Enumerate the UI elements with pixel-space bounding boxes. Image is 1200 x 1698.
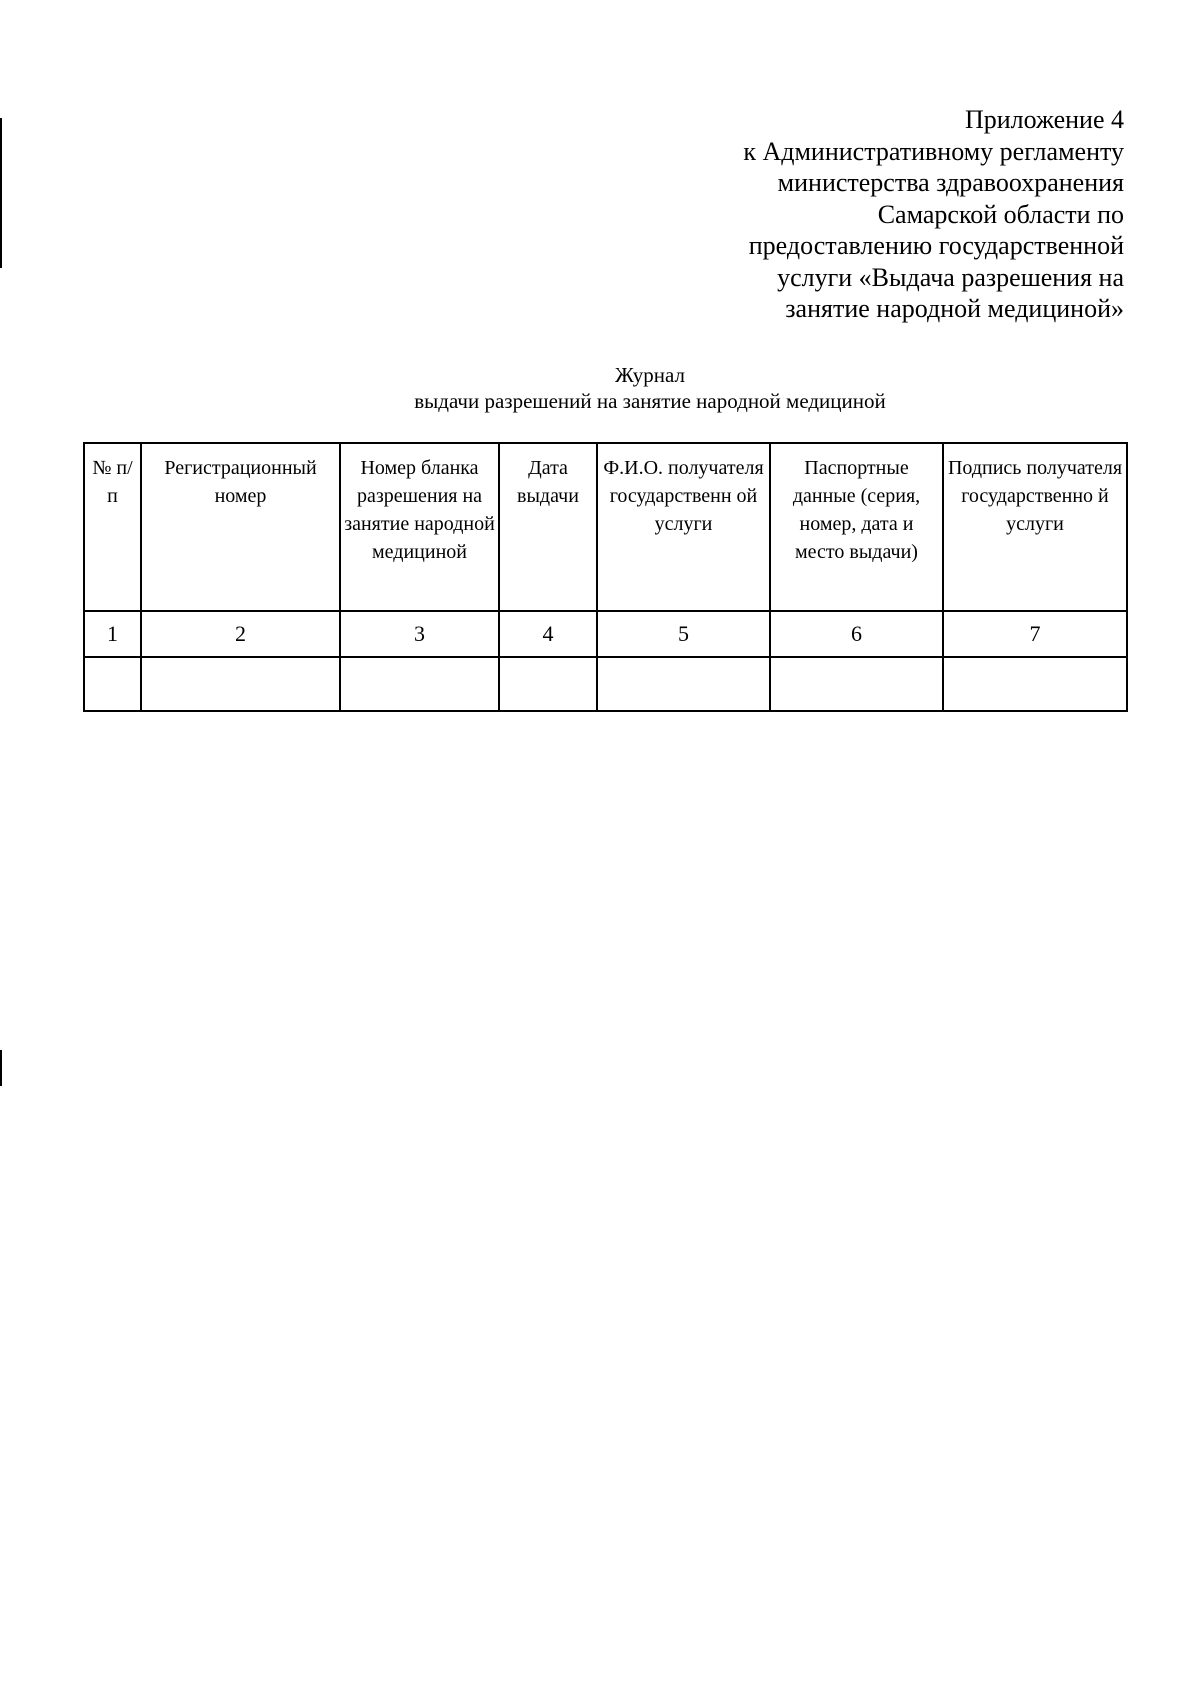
journal-title-line2: выдачи разрешений на занятие народной медициной bbox=[414, 389, 886, 413]
column-number-cell: 1 bbox=[84, 611, 141, 657]
appendix-line: услуги «Выдача разрешения на bbox=[777, 262, 1124, 292]
header-cell: Подпись получателя государственно й услуги bbox=[943, 443, 1127, 611]
column-number-cell: 7 bbox=[943, 611, 1127, 657]
appendix-header bbox=[654, 104, 1124, 325]
empty-cell bbox=[943, 657, 1127, 711]
column-number-cell: 6 bbox=[770, 611, 943, 657]
empty-cell bbox=[84, 657, 141, 711]
header-cell: Паспортные данные (серия, номер, дата и место выдачи) bbox=[770, 443, 943, 611]
appendix-line: к Административному регламенту bbox=[743, 136, 1124, 166]
table-header-row bbox=[84, 443, 1127, 611]
empty-cell bbox=[597, 657, 770, 711]
column-number-cell: 3 bbox=[340, 611, 499, 657]
column-number-cell: 5 bbox=[597, 611, 770, 657]
empty-cell bbox=[141, 657, 340, 711]
empty-cell bbox=[770, 657, 943, 711]
appendix-line: предоставлению государственной bbox=[748, 231, 1124, 260]
column-number-cell: 4 bbox=[499, 611, 597, 657]
appendix-line: Самарской области по bbox=[877, 199, 1124, 229]
header-cell: № п/п bbox=[84, 443, 141, 611]
header-cell: Номер бланка разрешения на занятие народной медициной bbox=[340, 443, 499, 611]
journal-title-line1: Журнал bbox=[614, 363, 685, 387]
column-number-cell: 2 bbox=[141, 611, 340, 657]
header-cell: Ф.И.О. получателя государственн ой услуги bbox=[597, 443, 770, 611]
appendix-line: Приложение 4 bbox=[964, 105, 1124, 134]
journal-table bbox=[83, 442, 1128, 712]
scan-edge-mark bbox=[0, 1050, 2, 1086]
header-cell: Регистрационный номер bbox=[141, 443, 340, 611]
appendix-line: министерства здравоохранения bbox=[777, 168, 1124, 197]
column-number-row bbox=[84, 611, 1127, 657]
journal-title bbox=[0, 362, 1200, 414]
header-cell: Дата выдачи bbox=[499, 443, 597, 611]
empty-cell bbox=[499, 657, 597, 711]
appendix-line: занятие народной медициной» bbox=[785, 294, 1124, 323]
table-row bbox=[84, 657, 1127, 711]
empty-cell bbox=[340, 657, 499, 711]
scan-edge-mark bbox=[0, 118, 2, 268]
